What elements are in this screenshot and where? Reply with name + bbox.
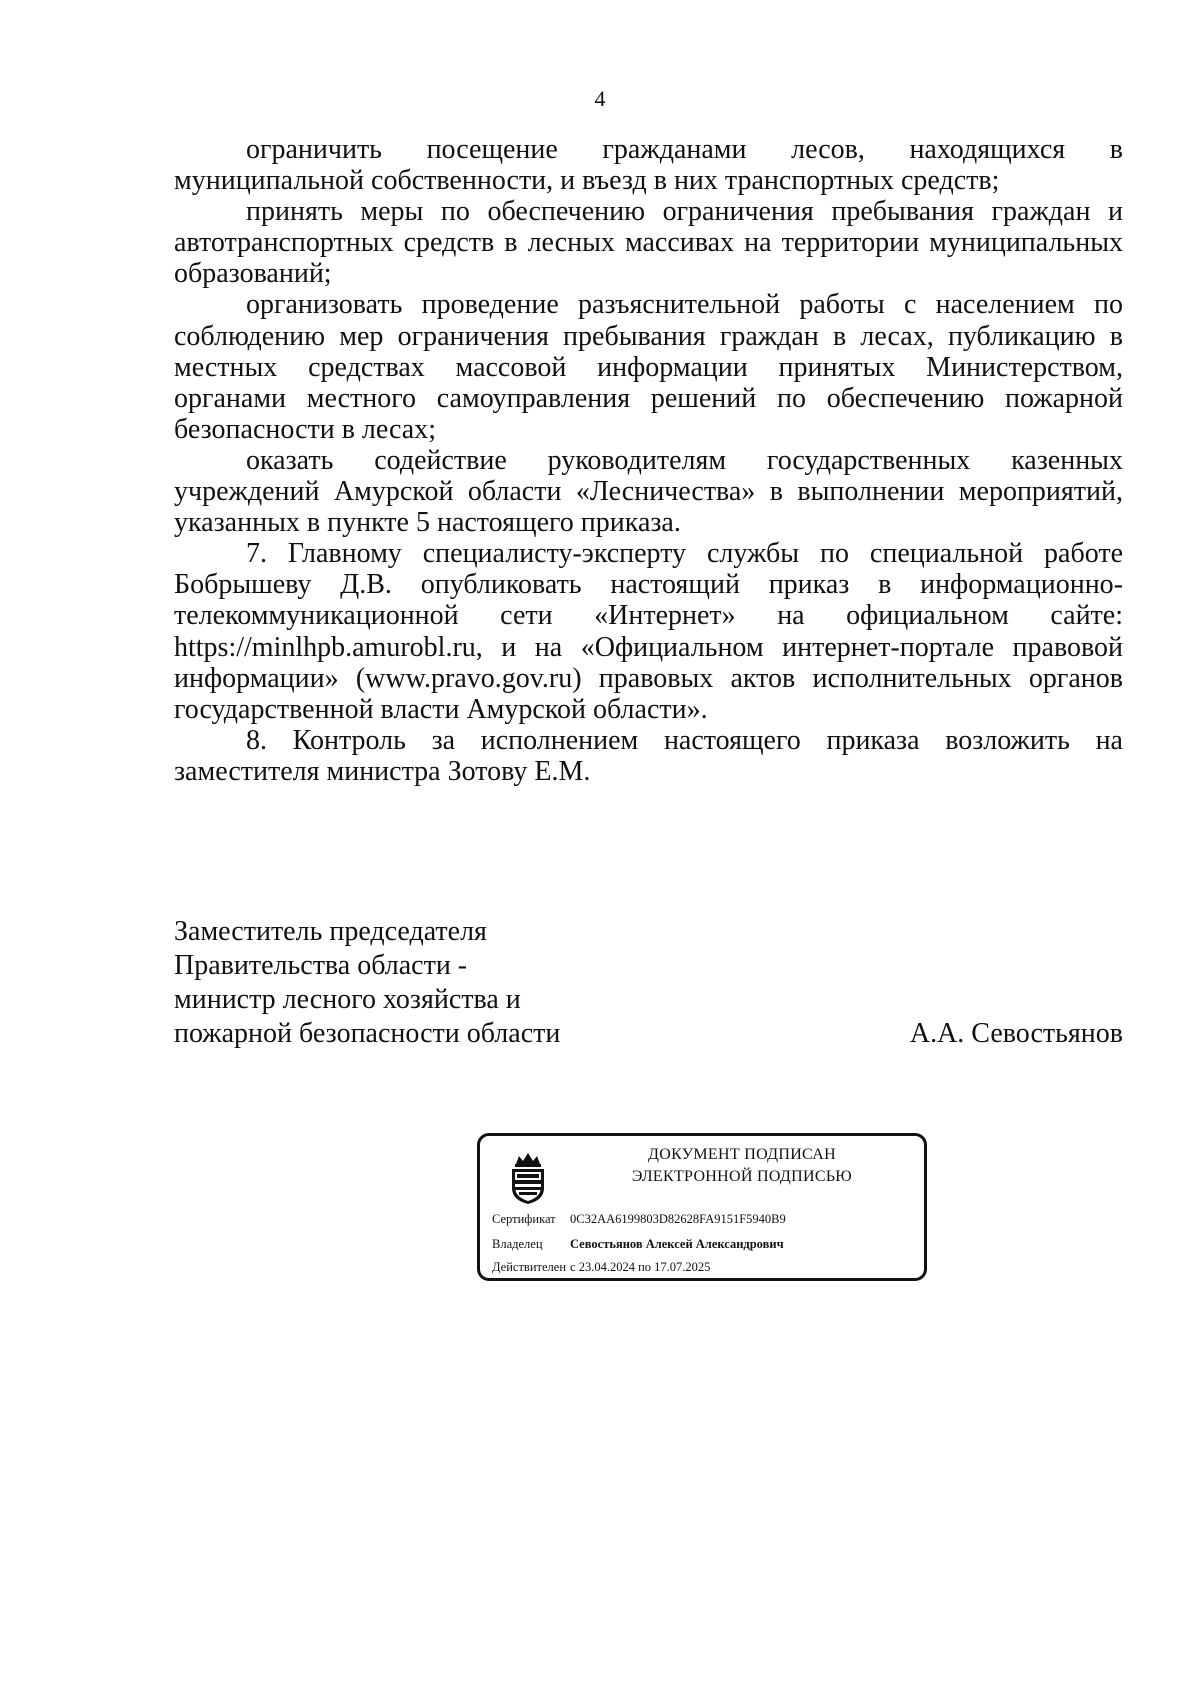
owner-value: Севостьянов Алексей Александрович — [570, 1237, 784, 1251]
signatory-position-line: пожарной безопасности области — [174, 1018, 561, 1049]
stamp-title — [570, 1144, 914, 1188]
valid-label: Действителен — [492, 1260, 567, 1274]
signatory-name: А.А. Севостьянов — [909, 1018, 1123, 1049]
stamp-owner-row — [492, 1237, 784, 1252]
stamp-certificate-row — [492, 1212, 786, 1227]
stamp-title-line: ДОКУМЕНТ ПОДПИСАН — [648, 1146, 836, 1163]
stamp-title-line: ЭЛЕКТРОННОЙ ПОДПИСЬЮ — [631, 1168, 853, 1185]
electronic-signature-stamp — [477, 1133, 927, 1281]
amur-region-coat-of-arms-icon — [506, 1150, 550, 1206]
signatory-position-line: Заместитель председателя — [174, 916, 487, 947]
valid-from-prefix: с — [570, 1260, 576, 1274]
certificate-label: Сертификат — [492, 1212, 556, 1226]
signatory-position-line: Правительства области - — [174, 950, 468, 981]
document-body — [174, 134, 1123, 787]
paragraph-assist-forestry: оказать содействие руководителям государственных казенных учреждений Амурской области «Лесничества» в выполнении мероприятий, указанных в пункте 5 настоящего приказа. — [174, 444, 1123, 539]
stamp-validity-row — [492, 1260, 710, 1275]
paragraph-take-measures: принять меры по обеспечению ограничения пребывания граждан и автотранспортных средств в лесных массивах на территории муниципальных образований; — [174, 196, 1123, 290]
owner-label: Владелец — [492, 1237, 543, 1251]
page-number: 4 — [594, 86, 606, 111]
signatory-position-line: министр лесного хозяйства и — [174, 984, 521, 1015]
paragraph-item-8-control: 8. Контроль за исполнением настоящего приказа возложить на заместителя министра Зотову Е.М. — [174, 724, 1123, 787]
signature-block — [174, 915, 1123, 1051]
paragraph-organize-outreach: организовать проведение разъяснительной работы с населением по соблюдению мер ограничения пребывания граждан в лесах, публикацию в местных средствах массовой информации принятых Министерством, органами местного самоуправления решений по обеспечению пожарной безопасности в лесах; — [174, 289, 1123, 445]
valid-from-date: 23.04.2024 — [578, 1260, 635, 1274]
valid-to-prefix: по — [638, 1260, 652, 1274]
valid-to-date: 17.07.2025 — [654, 1260, 711, 1274]
paragraph-restrict-forest-visits: ограничить посещение гражданами лесов, находящихся в муниципальной собственности, и въезд в них транспортных средств; — [174, 134, 1123, 197]
paragraph-item-7-publish: 7. Главному специалисту-эксперту службы по специальной работе Бобрышеву Д.В. опубликовать настоящий приказ в информационно-телекоммуникационной сети «Интернет» на официальном сайте: https://minlhpb.amurobl.ru, и на «Официальном интернет-портале правовой информации» (www.pravo.gov.ru) правовых актов исполнительных органов государственной власти Амурской области». — [174, 538, 1123, 725]
certificate-value: 0C32AA6199803D82628FA9151F5940B9 — [570, 1212, 786, 1226]
